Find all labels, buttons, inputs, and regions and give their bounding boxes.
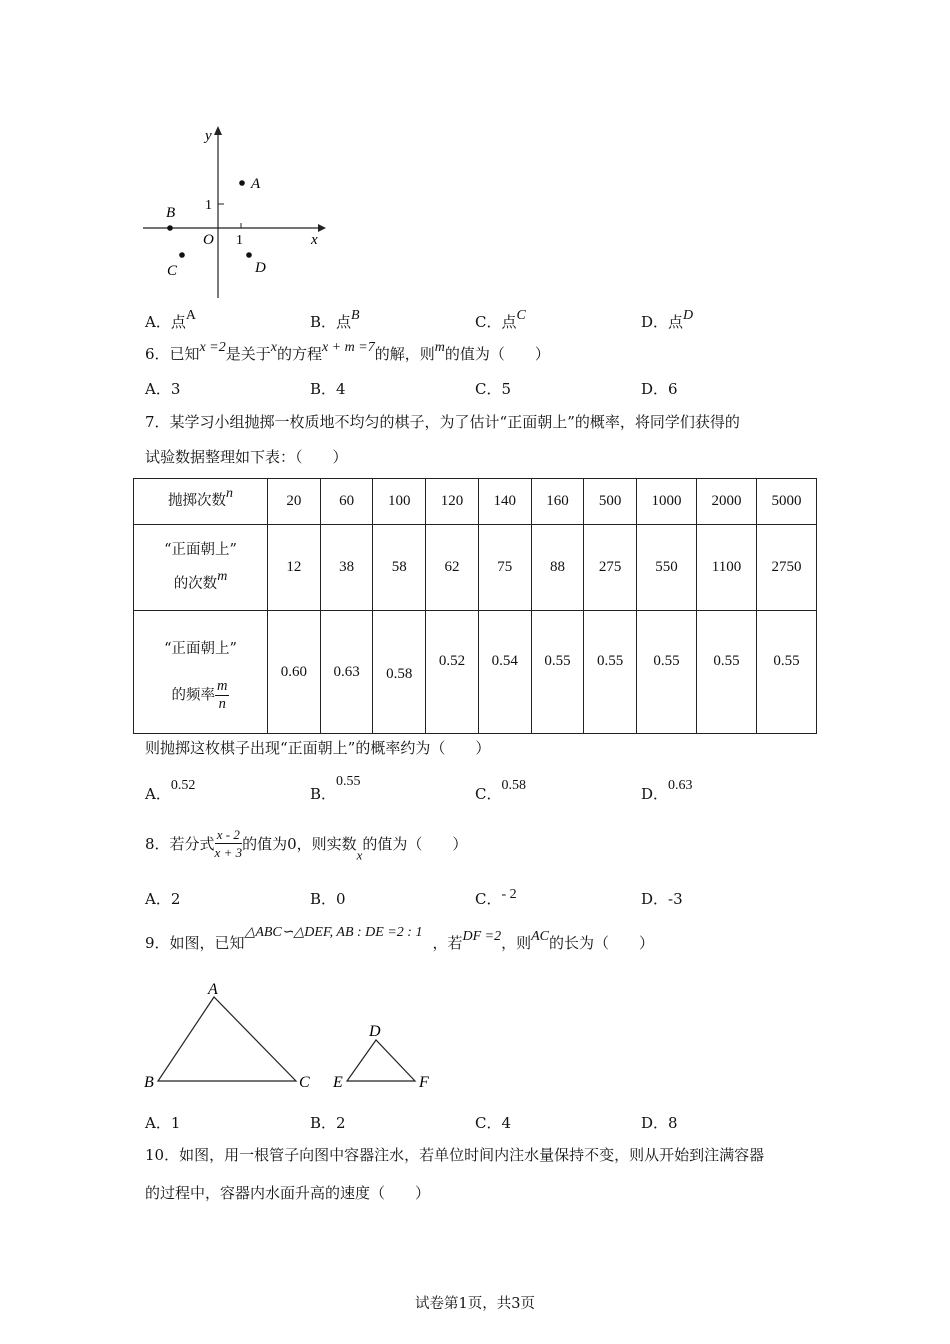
row-header-label: 的次数 xyxy=(173,576,218,592)
option-var: D xyxy=(683,308,694,323)
q6-text-5: 的值为（ ） xyxy=(444,345,550,363)
q9-math-2: AC xyxy=(531,929,549,944)
table-cell: 58 xyxy=(373,525,426,611)
table-cell: 0.55 xyxy=(531,611,584,734)
page-footer: 试卷第1页，共3页 xyxy=(415,1296,535,1312)
table-cell: 550 xyxy=(637,525,697,611)
table-cell: 275 xyxy=(584,525,637,611)
table-cell: 0.55 xyxy=(697,611,757,734)
table-cell: 0.55 xyxy=(584,611,637,734)
table-cell: 12 xyxy=(268,525,321,611)
vertex-e-label: E xyxy=(333,1074,343,1091)
table-cell: 0.55 xyxy=(756,611,816,734)
q7-option-d[interactable] xyxy=(641,778,693,804)
option-var: B xyxy=(351,308,360,323)
option-prefix: C． xyxy=(475,890,502,908)
row-header-var: m xyxy=(217,569,228,584)
q6-math-3: x + m =7 xyxy=(321,340,375,355)
q7-stem-line-2: 试验数据整理如下表：（ ） xyxy=(145,448,348,466)
vertex-c-label: C xyxy=(299,1074,310,1091)
option-prefix: D． xyxy=(641,890,669,908)
q6-text-1: 6．已知 xyxy=(145,345,200,363)
q9-option-b[interactable]: B．2 xyxy=(310,1114,346,1132)
table-cell: 0.54 xyxy=(478,611,531,734)
table-cell: 75 xyxy=(478,525,531,611)
q8-option-d[interactable] xyxy=(641,888,683,909)
q9-option-d[interactable]: D．8 xyxy=(641,1114,678,1132)
option-prefix: A．点 xyxy=(145,313,186,331)
q8-option-b[interactable] xyxy=(310,888,346,909)
y-axis-arrow xyxy=(214,126,222,135)
vertex-a-label: A xyxy=(208,981,218,998)
option-value: 0.58 xyxy=(501,778,526,793)
q9-math-1: DF =2 xyxy=(462,929,502,944)
q6-stem xyxy=(145,340,550,364)
vertex-d-label: D xyxy=(369,1023,381,1040)
q9-text-2: ，若 xyxy=(432,934,463,952)
q7-option-a[interactable] xyxy=(145,778,196,804)
q7-option-b[interactable] xyxy=(310,774,361,804)
option-var: C xyxy=(516,308,526,323)
option-prefix: C． xyxy=(475,785,502,803)
q5-option-c[interactable] xyxy=(475,308,526,332)
q7-stem-line-1: 7．某学习小组抛掷一枚质地不均匀的棋子，为了估计“正面朝上”的概率，将同学们获得的 xyxy=(145,413,740,431)
triangle-abc xyxy=(158,997,296,1081)
row-header xyxy=(134,479,268,525)
point-c-label: C xyxy=(167,263,178,279)
row-header-line-1: “正面朝上” xyxy=(164,542,237,558)
row-header-line-2 xyxy=(134,678,267,713)
origin-label: O xyxy=(203,232,214,248)
q7-option-c[interactable] xyxy=(475,778,526,804)
frequency-fraction xyxy=(215,678,229,713)
vertex-b-label: B xyxy=(144,1074,154,1091)
q8-option-c[interactable] xyxy=(475,888,517,909)
option-prefix: B． xyxy=(310,785,337,803)
option-var: A xyxy=(185,308,196,323)
table-cell: 1100 xyxy=(697,525,757,611)
table-cell: 38 xyxy=(320,525,373,611)
y-tick-label: 1 xyxy=(205,198,212,213)
table-cell: 1000 xyxy=(637,479,697,525)
option-value: 0.52 xyxy=(170,778,196,793)
q8-option-a[interactable] xyxy=(145,888,180,909)
row-header-line-1: “正面朝上” xyxy=(164,640,237,657)
point-d-label: D xyxy=(255,260,266,276)
q5-option-d[interactable] xyxy=(641,308,694,332)
fraction-numerator: m xyxy=(217,677,228,694)
option-prefix: B．点 xyxy=(310,313,352,331)
option-prefix: B． xyxy=(310,890,337,908)
q9-option-a[interactable]: A．1 xyxy=(145,1114,181,1132)
q9-option-c[interactable]: C．4 xyxy=(475,1114,512,1132)
y-axis-label: y xyxy=(205,128,212,144)
q5-option-a[interactable] xyxy=(145,308,196,332)
q9-text-1: 9．如图，已知 xyxy=(145,934,245,952)
row-header xyxy=(134,525,268,611)
table-row-m xyxy=(134,525,817,611)
fraction-denominator: n xyxy=(218,695,226,712)
table-cell: 5000 xyxy=(756,479,816,525)
q9-stem xyxy=(145,925,654,953)
table-cell: 0.63 xyxy=(320,611,373,734)
table-cell: 120 xyxy=(426,479,479,525)
table-cell: 2750 xyxy=(756,525,816,611)
x-axis-label: x xyxy=(311,232,318,248)
option-value: -3 xyxy=(668,890,683,908)
coordinate-figure xyxy=(135,120,335,305)
point-d xyxy=(246,252,252,258)
q6-option-b[interactable]: B．4 xyxy=(310,380,346,398)
point-b-label: B xyxy=(166,205,176,221)
option-prefix: A． xyxy=(145,890,171,908)
q6-option-d[interactable]: D．6 xyxy=(641,380,678,398)
q6-option-a[interactable]: A．3 xyxy=(145,380,181,398)
triangle-def xyxy=(347,1040,415,1081)
row-header-var: n xyxy=(226,486,233,501)
q7-data-table xyxy=(133,478,817,734)
triangles-figure xyxy=(140,978,440,1093)
table-cell: 500 xyxy=(584,479,637,525)
q9-condition: △ABC∽△DEF, AB : DE =2 : 1 xyxy=(244,925,423,940)
q8-text-1: 8．若分式 xyxy=(145,835,215,853)
q5-option-b[interactable] xyxy=(310,308,360,332)
x-axis-arrow xyxy=(318,224,326,232)
option-prefix: D．点 xyxy=(641,313,684,331)
point-b xyxy=(167,225,173,231)
point-a-label: A xyxy=(251,176,261,192)
table-cell: 0.60 xyxy=(268,611,321,734)
point-c xyxy=(179,252,185,258)
option-value: 0.55 xyxy=(336,774,361,789)
q6-math-4: m xyxy=(434,340,445,355)
table-cell: 60 xyxy=(320,479,373,525)
option-value: 0 xyxy=(336,890,346,908)
q6-option-c[interactable]: C．5 xyxy=(475,380,512,398)
q10-stem-line-1: 10．如图，用一根管子向图中容器注水，若单位时间内注水量保持不变，则从开始到注满容器 xyxy=(145,1146,765,1164)
fraction-numerator: x - 2 xyxy=(215,826,243,844)
table-cell: 100 xyxy=(373,479,426,525)
q6-math-1: x =2 xyxy=(199,340,226,355)
q8-text-2: 的值为0，则实数 xyxy=(242,835,357,853)
q6-text-3: 的方程 xyxy=(276,345,322,363)
table-cell: 20 xyxy=(268,479,321,525)
q7-question: 则抛掷这枚棋子出现“正面朝上”的概率约为（ ） xyxy=(145,739,491,757)
option-prefix: A． xyxy=(145,785,171,803)
row-header-label: 的频率 xyxy=(171,687,215,703)
q8-var: x xyxy=(356,847,363,863)
table-cell: 62 xyxy=(426,525,479,611)
fraction-denominator: x + 3 xyxy=(214,845,243,860)
x-tick-label: 1 xyxy=(236,233,243,248)
q8-fraction xyxy=(215,826,243,861)
table-row-n xyxy=(134,479,817,525)
table-cell: 160 xyxy=(531,479,584,525)
option-prefix: C．点 xyxy=(475,313,517,331)
vertex-f-label: F xyxy=(419,1074,429,1091)
row-header xyxy=(134,611,268,734)
q6-math-2: x xyxy=(270,340,277,355)
row-header-label: 抛掷次数 xyxy=(168,493,226,509)
option-value: 0.63 xyxy=(668,778,693,793)
q8-stem xyxy=(145,826,467,864)
table-cell: 2000 xyxy=(697,479,757,525)
option-value: - 2 xyxy=(501,887,517,902)
table-cell: 0.55 xyxy=(637,611,697,734)
table-cell: 0.52 xyxy=(426,611,479,734)
q6-text-2: 是关于 xyxy=(225,345,271,363)
point-a xyxy=(239,180,245,186)
q9-text-4: 的长为（ ） xyxy=(548,934,654,952)
q8-text-3: 的值为（ ） xyxy=(362,835,468,853)
q6-text-4: 的解，则 xyxy=(374,345,435,363)
row-header-line-2 xyxy=(134,567,267,602)
table-cell: 0.58 xyxy=(373,611,426,734)
q9-text-3: ，则 xyxy=(501,934,532,952)
table-cell: 88 xyxy=(531,525,584,611)
table-row-frequency xyxy=(134,611,817,734)
option-value: 2 xyxy=(170,890,181,908)
option-prefix: D． xyxy=(641,785,669,803)
table-cell: 140 xyxy=(478,479,531,525)
q10-stem-line-2: 的过程中，容器内水面升高的速度（ ） xyxy=(145,1184,431,1202)
